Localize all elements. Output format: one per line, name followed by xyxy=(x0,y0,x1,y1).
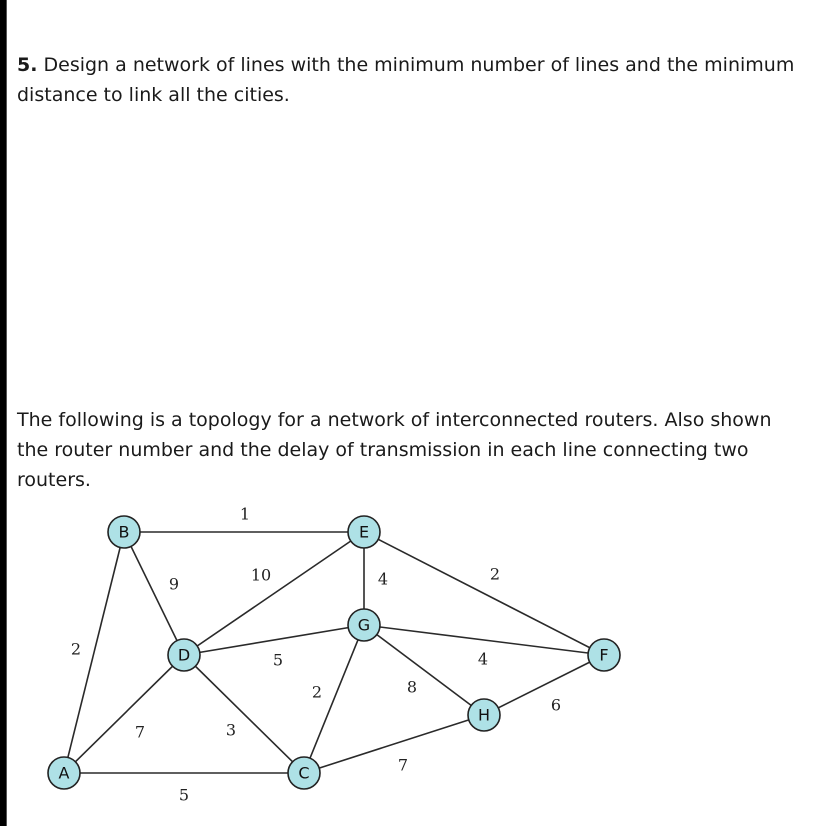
question-text: Design a network of lines with the minimum number of lines and the minimum distance to link all the cities. xyxy=(17,54,795,106)
edge-B-D xyxy=(124,532,184,655)
weight-B-D: 9 xyxy=(168,574,180,594)
router-node-A xyxy=(48,757,80,789)
weight-G-H: 8 xyxy=(406,677,418,697)
router-node-B xyxy=(108,516,140,548)
edge-H-F xyxy=(484,655,604,715)
weight-G-C: 2 xyxy=(311,682,323,702)
edge-C-H xyxy=(304,715,484,773)
weight-A-D: 7 xyxy=(134,722,146,742)
question-number: 5. xyxy=(17,54,38,76)
weight-G-F: 4 xyxy=(477,649,489,669)
weight-E-G: 4 xyxy=(377,569,389,589)
weight-E-F: 2 xyxy=(489,564,501,584)
router-node-F xyxy=(588,639,620,671)
router-label-B: B xyxy=(118,522,130,542)
weight-A-B: 2 xyxy=(70,639,82,659)
weight-D-C: 3 xyxy=(225,720,237,740)
weight-C-H: 7 xyxy=(397,755,409,775)
edge-D-C xyxy=(184,655,304,773)
router-label-G: G xyxy=(357,615,371,635)
weight-A-C: 5 xyxy=(178,785,190,805)
router-node-H xyxy=(468,699,500,731)
router-node-E xyxy=(348,516,380,548)
edge-E-F xyxy=(364,532,604,655)
topology-description: The following is a topology for a network of interconnected routers. Also shown the router number and the delay of transmission in each line connecting two routers. xyxy=(17,409,772,491)
weight-D-E: 10 xyxy=(250,565,272,585)
router-label-H: H xyxy=(477,705,491,725)
weight-H-F: 6 xyxy=(550,695,562,715)
router-label-E: E xyxy=(358,522,370,542)
router-label-F: F xyxy=(599,645,609,665)
weight-B-E: 1 xyxy=(239,504,251,524)
router-label-C: C xyxy=(298,763,310,783)
router-node-C xyxy=(288,757,320,789)
edge-A-D xyxy=(64,655,184,773)
router-label-A: A xyxy=(58,763,70,783)
router-node-G xyxy=(348,609,380,641)
weight-D-G: 5 xyxy=(272,650,284,670)
router-node-D xyxy=(168,639,200,671)
router-label-D: D xyxy=(177,645,191,665)
edge-D-E xyxy=(184,532,364,655)
